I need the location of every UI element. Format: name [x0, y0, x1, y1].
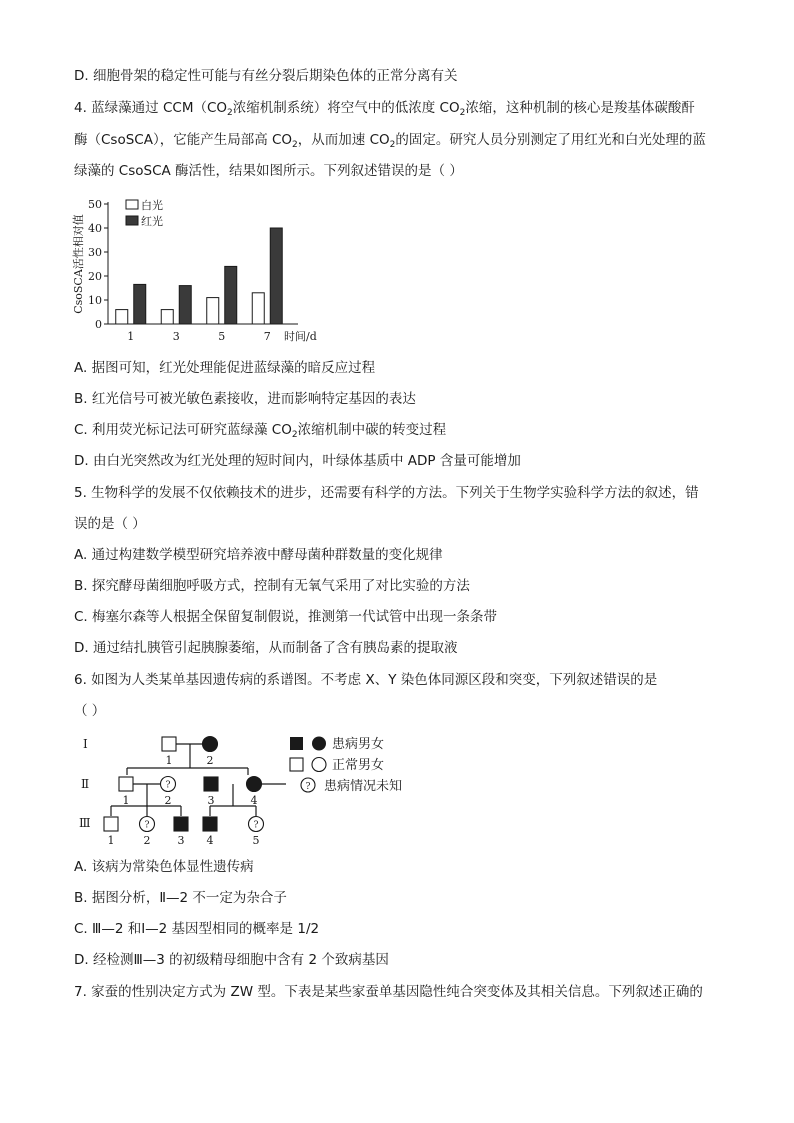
individual-number: 4: [206, 834, 214, 847]
x-tick-label: 7: [263, 330, 271, 343]
individual-number: 2: [206, 754, 214, 767]
y-tick-label: 40: [88, 222, 102, 235]
individual-number: 1: [107, 834, 115, 847]
bar-red-light: [225, 266, 237, 324]
pedigree-chart: [70, 728, 450, 856]
bar-red-light: [270, 228, 282, 324]
individual-number: 4: [250, 794, 258, 807]
pedigree-male-affected: [204, 777, 218, 791]
legend-normal-female-symbol: [312, 758, 326, 772]
y-axis-label: CsoSCA活性相对值: [72, 214, 85, 314]
q6-option-a: A. 该病为常染色体显性遗传病: [74, 859, 254, 875]
unknown-mark: ?: [144, 820, 150, 831]
pedigree-male-normal: [119, 777, 133, 791]
y-tick-label: 10: [88, 294, 102, 307]
individual-number: 2: [164, 794, 172, 807]
y-tick-label: 20: [88, 270, 102, 283]
bar-white-light: [116, 310, 128, 324]
legend-affected-label: 患病男女: [332, 737, 385, 752]
pedigree-male-affected: [174, 817, 188, 831]
unknown-mark: ?: [165, 780, 171, 791]
individual-number: 5: [252, 834, 260, 847]
x-tick-label: 1: [127, 330, 135, 343]
pedigree-male-affected: [203, 817, 217, 831]
q5-option-c: C. 梅塞尔森等人根据全保留复制假说，推测第一代试管中出现一条条带: [74, 609, 498, 625]
q5-option-b: B. 探究酵母菌细胞呼吸方式，控制有无氧气采用了对比实验的方法: [74, 578, 470, 594]
pedigree-female-affected: [247, 777, 262, 792]
unknown-mark: ?: [253, 820, 259, 831]
legend-affected-male-symbol: [290, 737, 303, 750]
generation-label-2: Ⅱ: [81, 777, 90, 791]
y-tick-label: 50: [88, 198, 102, 211]
q4-option-d: D. 由白光突然改为红光处理的短时间内，叶绿体基质中 ADP 含量可能增加: [74, 453, 521, 469]
generation-label-3: Ⅲ: [79, 816, 91, 830]
q4-stem-line-1: 4. 蓝绿藻通过 $CCM(CO_2$浓缩机制系统）将空气中的低浓度 $CO_2$浓缩，这种机制的核心是羧基体碳酸酐: [74, 100, 695, 118]
legend-swatch: [126, 200, 138, 209]
bar-white-light: [161, 310, 173, 324]
q6-option-b: B. 据图分析，Ⅱ—2 不一定为杂合子: [74, 890, 287, 906]
bar-white-light: [252, 293, 264, 324]
x-tick-label: 5: [218, 330, 226, 343]
q5-stem-line-2: 误的是（ ）: [74, 516, 146, 532]
q6-stem-line-2: （ ）: [74, 703, 106, 719]
q5-option-d: D. 通过结扎胰管引起胰腺萎缩，从而制备了含有胰岛素的提取液: [74, 640, 458, 656]
q4-option-c: C. 利用荧光标记法可研究蓝绿藻 $CO_2$浓缩机制中碳的转变过程: [74, 422, 447, 440]
q4-option-b: B. 红光信号可被光敏色素接收，进而影响特定基因的表达: [74, 391, 416, 407]
legend-unknown-label: 患病情况未知: [324, 779, 403, 794]
bar-white-light: [207, 298, 219, 324]
legend-swatch: [126, 216, 138, 225]
y-tick-label: 0: [95, 318, 102, 331]
individual-number: 1: [165, 754, 173, 767]
q6-option-c: C. Ⅲ—2 和Ⅰ—2 基因型相同的概率是 1/2: [74, 921, 320, 937]
pedigree-male-normal: [162, 737, 176, 751]
q3-option-d: D. 细胞骨架的稳定性可能与有丝分裂后期染色体的正常分离有关: [74, 68, 458, 84]
legend-normal-male-symbol: [290, 758, 303, 771]
enzyme-activity-bar-chart: [66, 196, 356, 348]
q5-option-a: A. 通过构建数学模型研究培养液中酵母菌种群数量的变化规律: [74, 547, 443, 563]
q4-stem-line-3: 绿藻的 CsoSCA 酶活性，结果如图所示。下列叙述错误的是（ ）: [74, 163, 463, 179]
generation-label-1: Ⅰ: [83, 737, 88, 751]
q6-stem-line-1: 6. 如图为人类某单基因遗传病的系谱图。不考虑 X、Y 染色体同源区段和突变，下列叙述错误的是: [74, 672, 658, 688]
q4-option-a: A. 据图可知，红光处理能促进蓝绿藻的暗反应过程: [74, 360, 376, 376]
legend-unknown-mark: ?: [305, 782, 311, 792]
legend-label: 白光: [141, 199, 163, 212]
legend-normal-label: 正常男女: [332, 758, 385, 773]
pedigree-female-affected: [203, 737, 218, 752]
legend-label: 红光: [141, 215, 163, 228]
individual-number: 3: [177, 834, 185, 847]
q5-stem-line-1: 5. 生物科学的发展不仅依赖技术的进步，还需要有科学的方法。下列关于生物学实验科学方法的叙述，错: [74, 485, 699, 501]
individual-number: 1: [122, 794, 130, 807]
x-axis-label: 时间/d: [284, 330, 317, 343]
q4-stem-line-2: 酶（CsoSCA），它能产生局部高 $CO_2$，从而加速 $CO_2$的固定。研究人员分别测定了用红光和白光处理的蓝: [74, 132, 706, 150]
q6-option-d: D. 经检测Ⅲ—3 的初级精母细胞中含有 2 个致病基因: [74, 952, 389, 968]
bar-red-light: [179, 286, 191, 324]
pedigree-male-normal: [104, 817, 118, 831]
legend-affected-female-symbol: [312, 737, 326, 751]
individual-number: 2: [143, 834, 151, 847]
x-tick-label: 3: [172, 330, 180, 343]
individual-number: 3: [207, 794, 215, 807]
bar-red-light: [134, 284, 146, 324]
y-tick-label: 30: [88, 246, 102, 259]
q7-stem-line-1: 7. 家蚕的性别决定方式为 ZW 型。下表是某些家蚕单基因隐性纯合突变体及其相关信息。下列叙述正确的: [74, 984, 703, 1000]
